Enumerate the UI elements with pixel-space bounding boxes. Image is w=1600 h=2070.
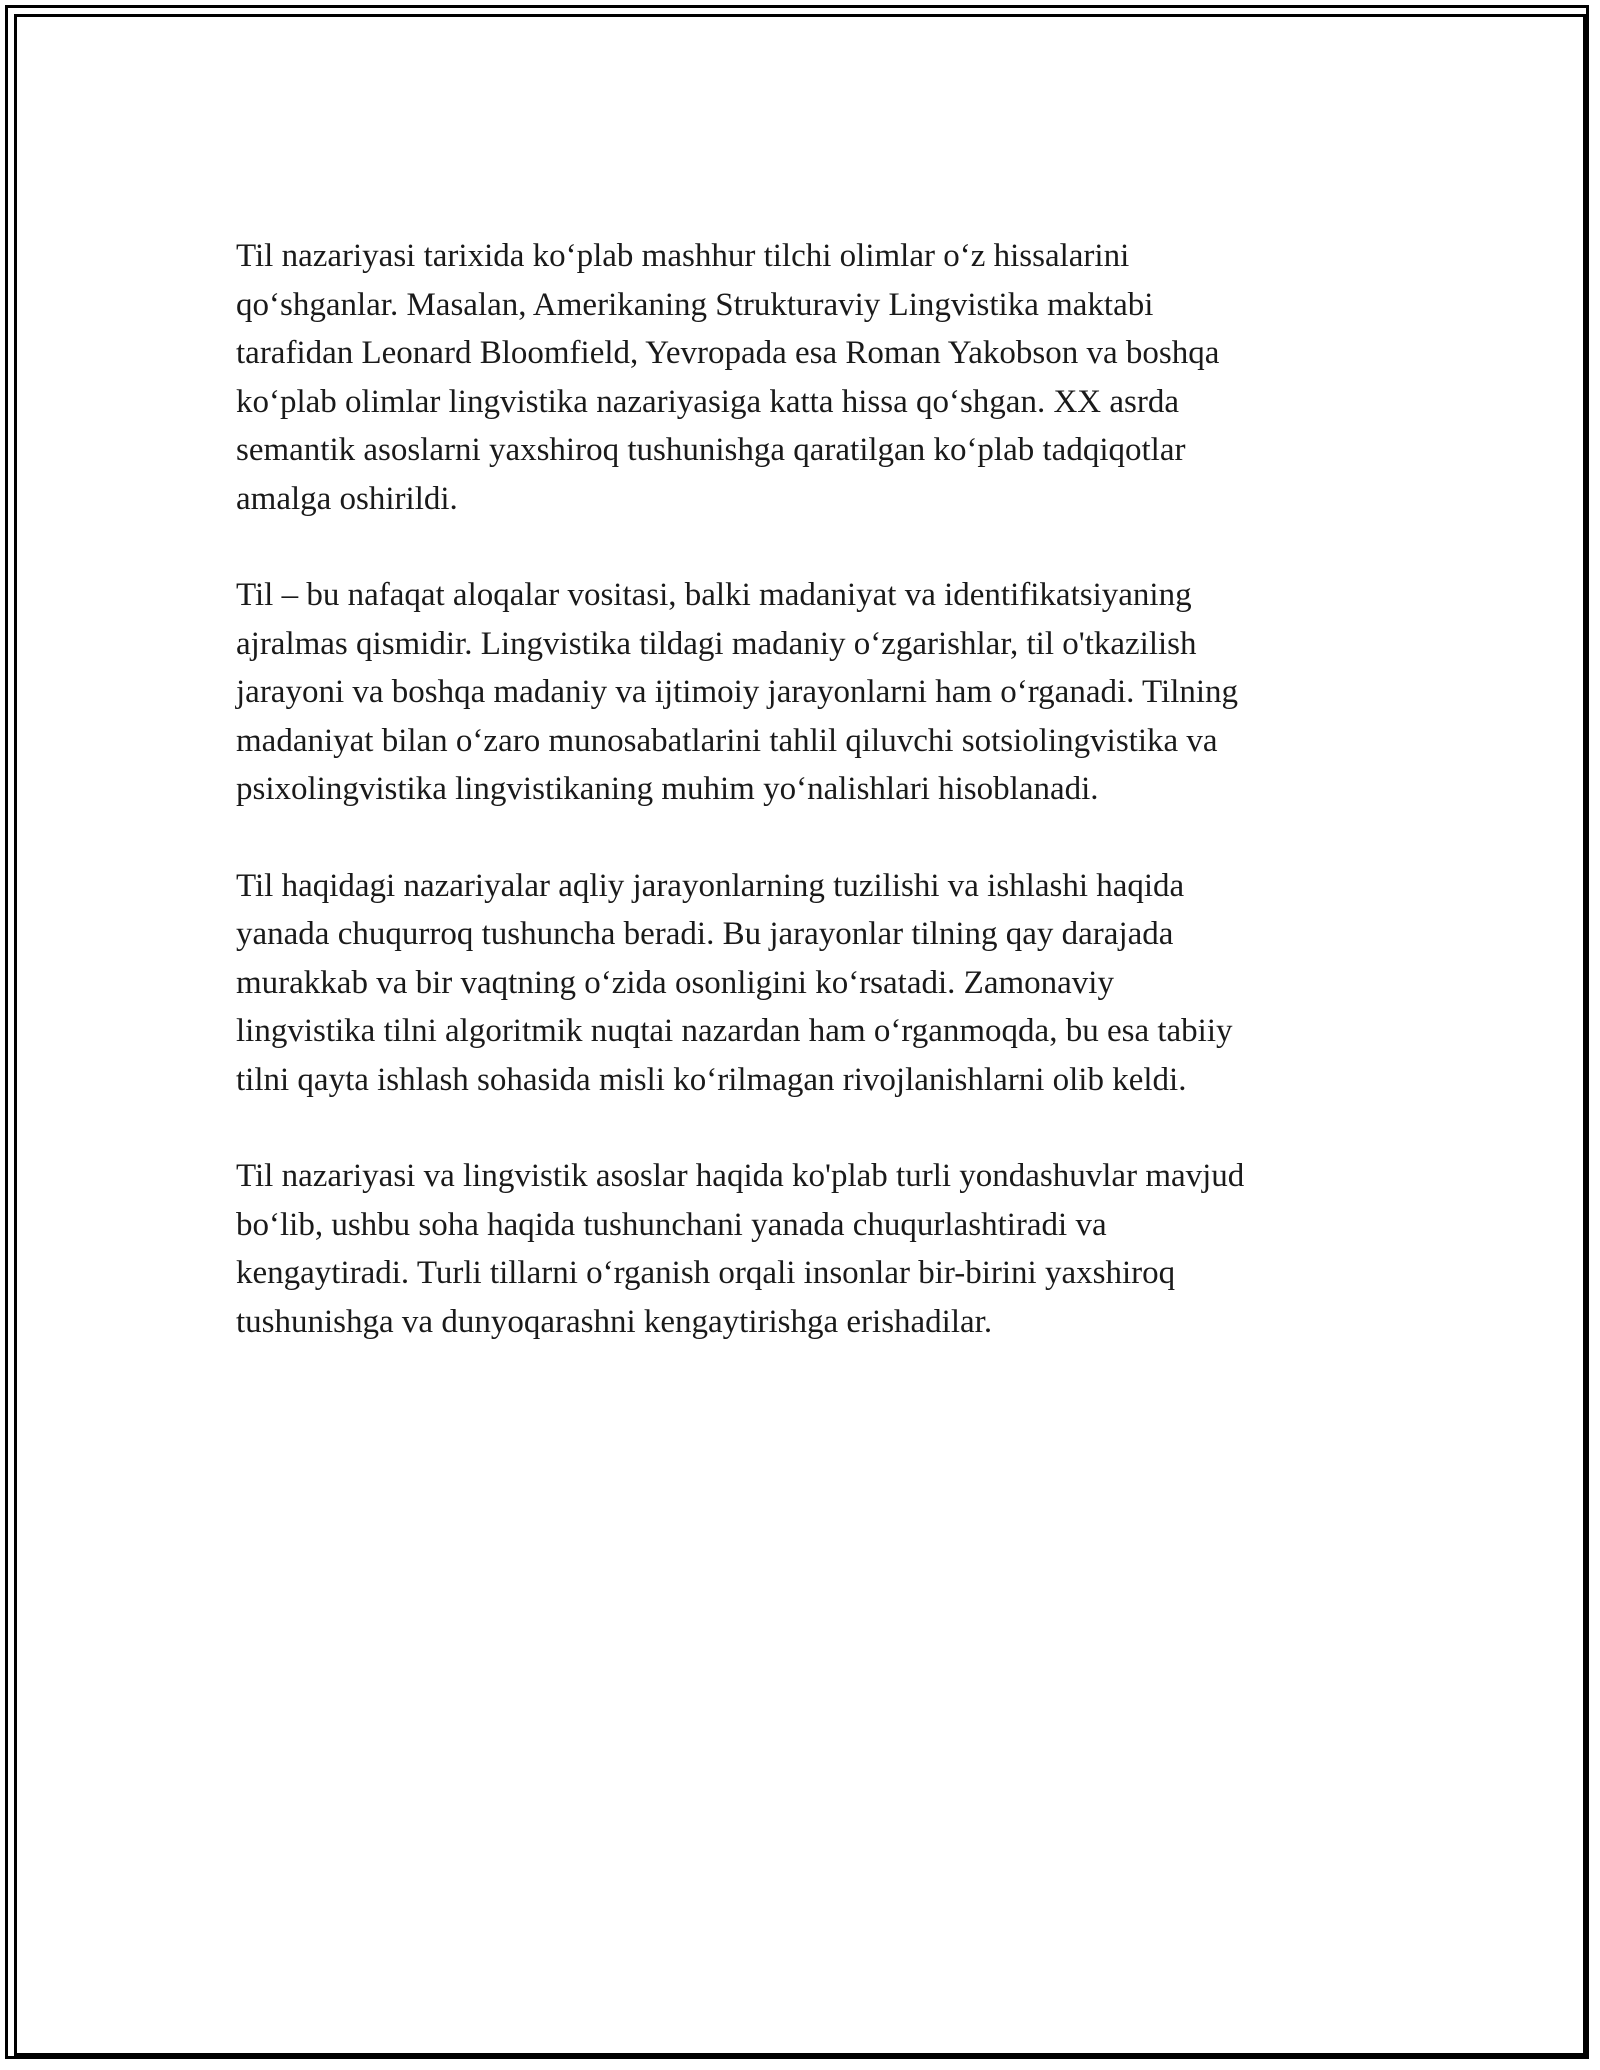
document-body xyxy=(236,232,1376,1394)
text-line: lingvistika tilni algoritmik nuqtai nazardan ham o‘rganmoqda, bu esa tabiiy xyxy=(236,1013,1233,1049)
paragraph-4 xyxy=(236,1152,1376,1346)
text-line: tarafidan Leonard Bloomfield, Yevropada esa Roman Yakobson va boshqa xyxy=(236,335,1220,371)
paragraph-1 xyxy=(236,232,1376,523)
paragraph-3 xyxy=(236,862,1376,1105)
text-line: yanada chuqurroq tushuncha beradi. Bu jarayonlar tilning qay darajada xyxy=(236,916,1174,952)
text-line: amalga oshirildi. xyxy=(236,480,458,517)
text-line: Til – bu nafaqat aloqalar vositasi, balki madaniyat va identifikatsiyaning xyxy=(236,577,1192,613)
text-line: Til nazariyasi va lingvistik asoslar haqida ko'plab turli yondashuvlar mavjud xyxy=(236,1158,1245,1194)
text-line: Til nazariyasi tarixida ko‘plab mashhur tilchi olimlar o‘z hissalarini xyxy=(236,238,1130,274)
text-line: tilni qayta ishlash sohasida misli ko‘rilmagan rivojlanishlarni olib keldi. xyxy=(236,1061,1187,1098)
text-line: qo‘shganlar. Masalan, Amerikaning Strukturaviy Lingvistika maktabi xyxy=(236,286,1154,323)
text-line: jarayoni va boshqa madaniy va ijtimoiy jarayonlarni ham o‘rganadi. Tilning xyxy=(236,674,1239,710)
paragraph-2 xyxy=(236,571,1376,814)
text-line: ajralmas qismidir. Lingvistika tildagi madaniy o‘zgarishlar, til o'tkazilish xyxy=(236,625,1197,662)
text-line: Til haqidagi nazariyalar aqliy jarayonlarning tuzilishi va ishlashi haqida xyxy=(236,867,1185,904)
text-line: madaniyat bilan o‘zaro munosabatlarini tahlil qiluvchi sotsiolingvistika va xyxy=(236,722,1218,759)
text-line: tushunishga va dunyoqarashni kengaytirishga erishadilar. xyxy=(236,1303,993,1340)
text-line: semantik asoslarni yaxshiroq tushunishga qaratilgan ko‘plab tadqiqotlar xyxy=(236,432,1186,468)
text-line: bo‘lib, ushbu soha haqida tushunchani yanada chuqurlashtiradi va xyxy=(236,1206,1107,1243)
text-line: ko‘plab olimlar lingvistika nazariyasiga katta hissa qo‘shgan. XX asrda xyxy=(236,383,1179,420)
text-line: psixolingvistika lingvistikaning muhim yo‘nalishlari hisoblanadi. xyxy=(236,771,1099,807)
text-line: murakkab va bir vaqtning o‘zida osonligini ko‘rsatadi. Zamonaviy xyxy=(236,964,1114,1001)
text-line: kengaytiradi. Turli tillarni o‘rganish orqali insonlar bir-birini yaxshiroq xyxy=(236,1255,1176,1291)
